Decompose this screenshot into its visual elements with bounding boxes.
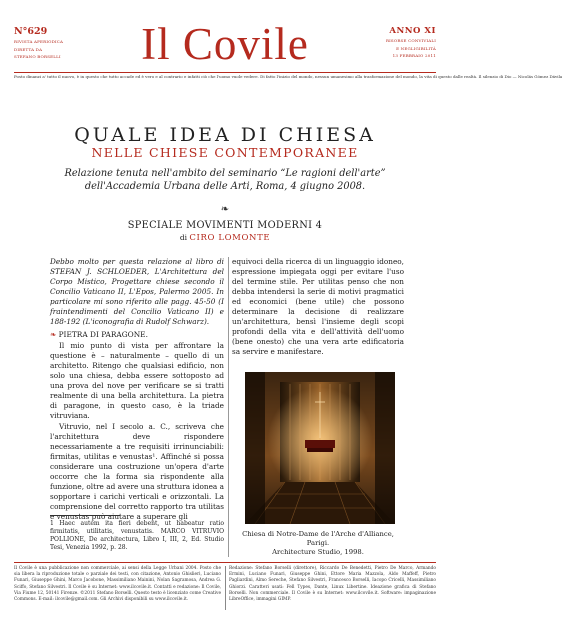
- colophon-right: Redazione: Stefano Borselli (direttore), Riccardo De Benedetti, Pietro De Marco, Armando Ermini, Luciano Funari, Giuseppe Ghini, Ettore Maria Mazzola, Aldo Maffeff, Pietro Pagliardini, Almo Sereche, Stefano Silvestri, Francesco Borselli, Iacopo Cricelli, Massimiliano Ghiorzi. Caratteri usati: Fell Types, Dante, Linux Libertine. Ideazione grafica di Stefano Borselli. Non commerciale. Il Covile è su Internet: www.ilcovile.it. Software: impaginazione LibreOffice, immagini GIMP.: [229, 566, 436, 603]
- left-column: [50, 257, 224, 523]
- masthead-motto: Posto dinanzi a' tutto il nuovo, è in questo che tutto accade ed è vero e al contrario e infatti ciò che l'uomo vuole vedere. Di fatto l'inizio del mondo, nessun umanesimo alla trasformazione del mondo, la vita di questo dalle realtà. Il silenzio di Dio — Nicolás Gómez Dávila: [14, 74, 562, 79]
- body-paragraph: equivoci della ricerca di un linguaggio idoneo, espressione impiegata oggi per evitare l'uso del termine stile. Per utilitas penso che non debba intendersi la serie di motivi pragmatici ed economici (bene utile) che possono determinare la decisione di realizzare un'architettura, bensì l'insieme degli scopi profondi della vita e dell'attività dell'uomo (bene onesto) che una vera arte edificatoria sa servire e manifestare.: [232, 257, 404, 356]
- masthead-left: [14, 26, 124, 60]
- footnote-rule: [50, 515, 120, 516]
- colophon-divider: [225, 566, 226, 610]
- journal-title: Il Covile: [141, 19, 309, 69]
- year-label: ANNO XI: [389, 26, 436, 36]
- masthead-left-line: RIVISTA APERIODICA: [14, 39, 64, 44]
- body-paragraph: Vitruvio, nel I secolo a. C., scriveva che l'architettura deve rispondere necessariamente a tre requisiti irrinunciabili: firmitas, utilitas e venustas¹. Affinché si possa considerare una costruzione un'opera d'arte occorre che la forma sia rispondente alla funzione, oltre ad avere una struttura idonea a sopportare i carichi verticali e orizzontali. La comprensione del corretto rapporto tra utilitas e venustas può aiutare a superare gli: [50, 422, 224, 521]
- column-divider: [228, 257, 229, 557]
- masthead: [14, 20, 436, 74]
- masthead-left-line: STEFANO BORSELLI: [14, 54, 61, 60]
- special-heading: SPECIALE MOVIMENTI MODERNI 4: [127, 220, 323, 231]
- author-prefix: di: [179, 233, 188, 242]
- author-line: [0, 233, 450, 243]
- intro-line: Relazione tenuta nell'ambito del seminario “Le ragioni dell'arte”: [64, 168, 386, 179]
- church-interior-image: [245, 372, 395, 524]
- church-photo: [245, 372, 395, 524]
- footnote: 1 Haec autem ita fieri debent, ut habeatur ratio firmitatis, utilitatis, venustatis. MARCO VITRUVIO POLLIONE, De architectura, Libro I, III, 2, Ed. Studio Tesi, Venezia 1992, p. 28.: [50, 520, 224, 551]
- masthead-right: [326, 26, 436, 59]
- footer-rule: [14, 562, 436, 563]
- colophon: [14, 566, 436, 616]
- article-intro: [60, 168, 390, 193]
- masthead-rule: [14, 72, 436, 73]
- section-heading: [50, 330, 224, 340]
- masthead-left-line: DIRETTA DA: [14, 46, 43, 52]
- body-paragraph: Il mio punto di vista per affrontare la questione è – naturalmente – quello di un architetto. Ritengo che qualsiasi edificio, non solo una chiesa, debba essere sottoposto ad una prova del nove per verificare se si tratti realmente di una bella architettura. La pietra di paragone, in questo caso, è la triade vitruviana.: [50, 341, 224, 420]
- section-mark-icon: ❧: [50, 330, 57, 339]
- masthead-right-line: E NEGLIGIBILITÀ: [396, 45, 436, 51]
- intro-line: dell'Accademia Urbana delle Arti, Roma, 4 giugno 2008.: [84, 180, 366, 192]
- section-title: PIETRA DI PARAGONE.: [58, 330, 148, 339]
- caption-line: Architecture Studio, 1998.: [272, 548, 364, 556]
- acknowledgement-note: Debbo molto per questa relazione al libro di STEFAN J. SCHLOEDER, L'Architettura del Corpo Mistico, Progettare chiese secondo il Concilio Vaticano II, L'Epos, Palermo 2005. In particolare mi sono riferito alle pagg. 45-50 (I fraintendimenti del Concilio Vaticano II) e 188-192 (L'iconografia di Rudolf Schwarz).: [50, 257, 224, 326]
- article-title: QUALE IDEA DI CHIESA: [74, 124, 376, 146]
- issue-number: N°629: [14, 26, 48, 37]
- photo-caption: [232, 530, 404, 557]
- author-name: CIRO LOMONTE: [189, 233, 271, 243]
- article-subtitle: NELLE CHIESE CONTEMPORANEE: [91, 145, 359, 160]
- masthead-right-line: 13 FEBBRAIO 2011: [392, 53, 436, 59]
- caption-line: Chiesa di Notre-Dame de l'Arche d'Alliance, Parigi.: [242, 530, 394, 547]
- fleuron-ornament: ❧: [220, 204, 230, 215]
- right-column: [232, 257, 404, 358]
- masthead-right-line: RISORSE CONVIVIALI: [385, 38, 436, 43]
- colophon-left: Il Covile è una pubblicazione non commerciale, ai sensi della Legge Urbani 2004. Posto che sia libera la riproduzione totale o parziale dei testi, con citazione, Antonio Ghislieri, Luciano Funari, Giuseppe Ghini, Marco Jacobone, Massimiliano Mainini, Nolan Sagramosa, Andrea G. Sciffo, Stefano Silvestri. Il Covile è su Internet: www.ilcovile.it. Contatti e redazione: Il Covile, Via Fiume 12, 50141 Firenze. ©2011 Stefano Borselli. Questo testo è licenziato come Creative Commons. E-mail: ilcovile@gmail.com. Gli Archivi disponibili su www.ilcovile.it.: [14, 566, 221, 603]
